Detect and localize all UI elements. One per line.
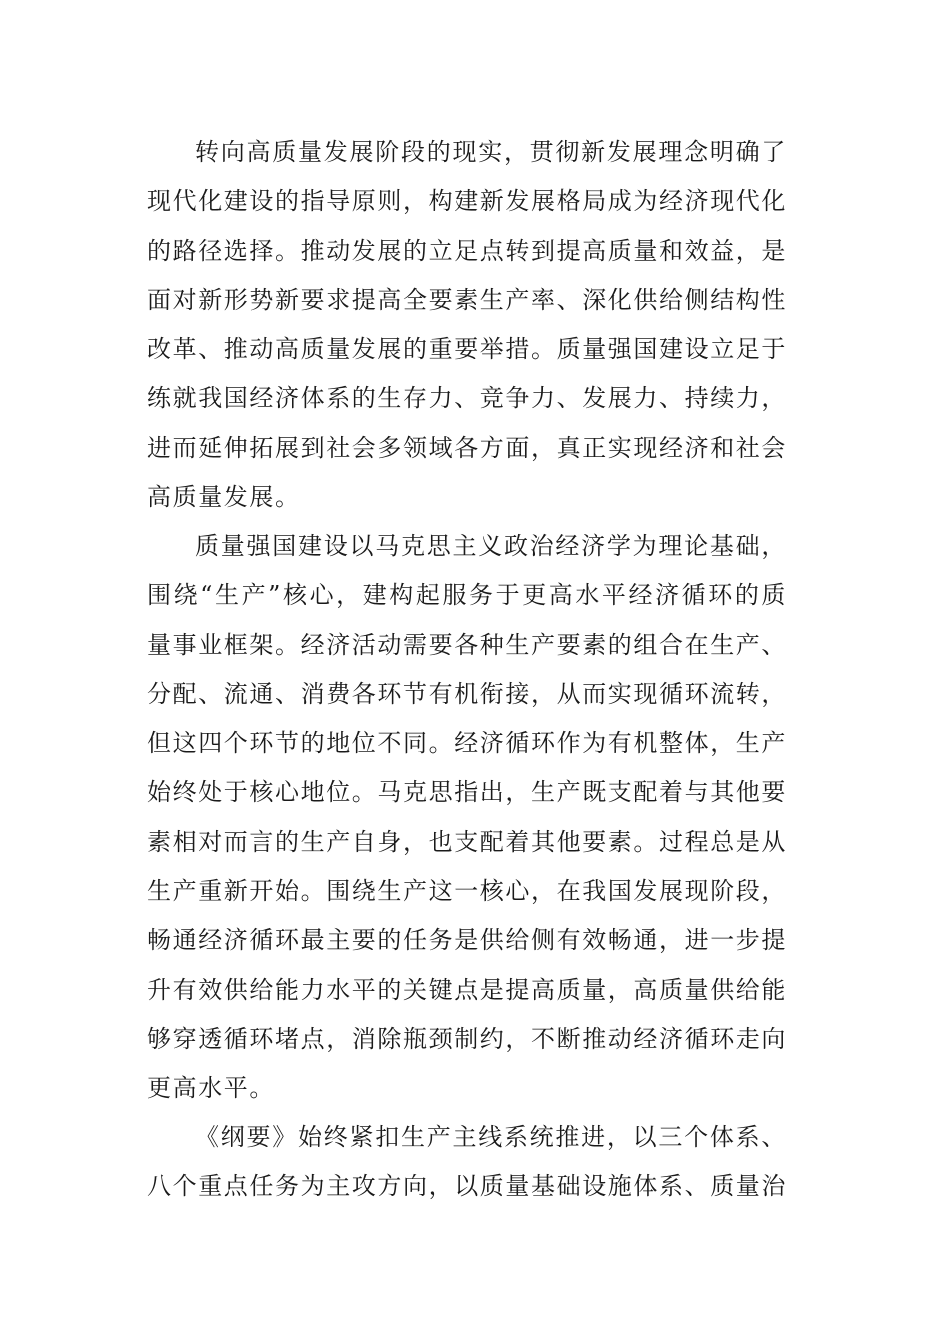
paragraph-1 — [147, 128, 787, 522]
paragraph-text: 转向高质量发展阶段的现实，贯彻新发展理念明确了现代化建设的指导原则，构建新发展格局成为经济现代化的路径选择。推动发展的立足点转到提高质量和效益，是面对新形势新要求提高全要素生产率、深化供给侧结构性改革、推动高质量发展的重要举措。质量强国建设立足于练就我国经济体系的生存力、竞争力、发展力、持续力，进而延伸拓展到社会多领域各方面，真正实现经济和社会高质量发展。 — [147, 138, 787, 512]
paragraph-text: 《纲要》始终紧扣生产主线系统推进，以三个体系、八个重点任务为主攻方向，以质量基础设施体系、质量治 — [147, 1123, 787, 1201]
paragraph-2 — [147, 522, 787, 1114]
paragraph-text: 质量强国建设以马克思主义政治经济学为理论基础，围绕“生产”核心，建构起服务于更高水平经济循环的质量事业框架。经济活动需要各种生产要素的组合在生产、分配、流通、消费各环节有机衔接，从而实现循环流转，但这四个环节的地位不同。经济循环作为有机整体，生产始终处于核心地位。马克思指出，生产既支配着与其他要素相对而言的生产自身，也支配着其他要素。过程总是从生产重新开始。围绕生产这一核心，在我国发展现阶段，畅通经济循环最主要的任务是供给侧有效畅通，进一步提升有效供给能力水平的关键点是提高质量，高质量供给能够穿透循环堵点，消除瓶颈制约，不断推动经济循环走向更高水平。 — [147, 532, 787, 1103]
paragraph-3 — [147, 1113, 787, 1212]
